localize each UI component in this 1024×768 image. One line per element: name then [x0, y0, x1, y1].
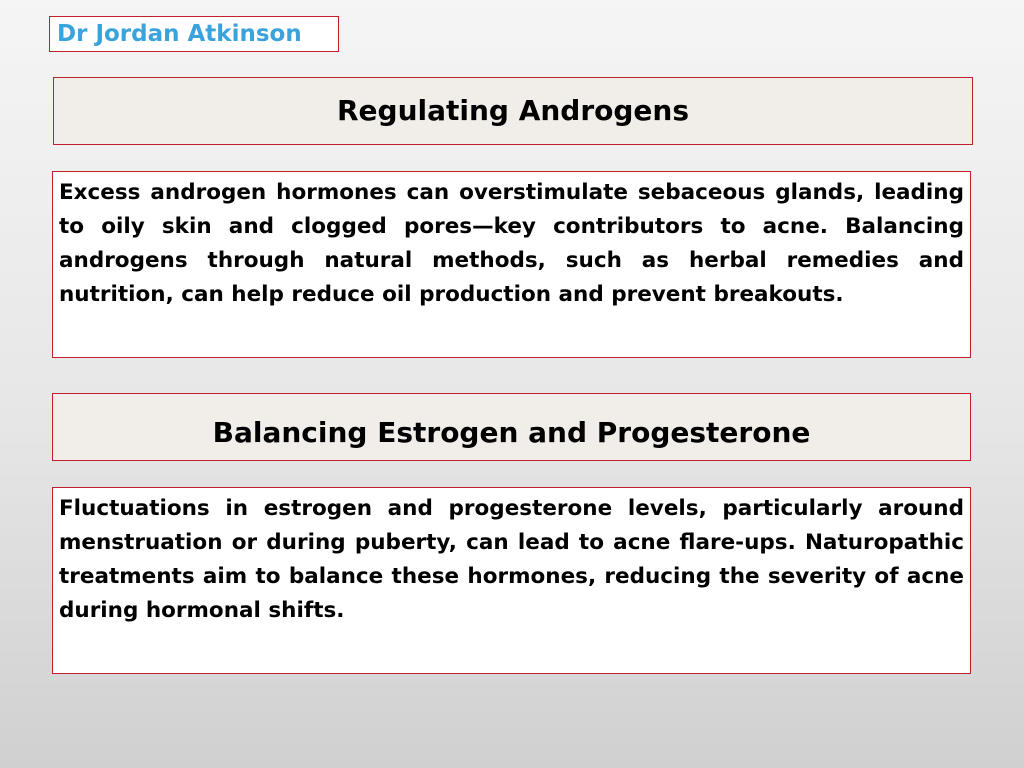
section-title-balancing-estrogen-progesterone: Balancing Estrogen and Progesterone [52, 393, 971, 461]
section-body-regulating-androgens: Excess androgen hormones can overstimulate sebaceous glands, leading to oily skin and clogged pores—key contributors to acne. Balancing androgens through natural methods, such as herbal remedies and nutrition, can help reduce oil production and prevent breakouts. [52, 171, 971, 358]
section-title-regulating-androgens: Regulating Androgens [53, 77, 973, 145]
section-body-balancing-estrogen-progesterone: Fluctuations in estrogen and progesterone levels, particularly around menstruation or during puberty, can lead to acne flare-ups. Naturopathic treatments aim to balance these hormones, reducing the severity of acne during hormonal shifts. [52, 487, 971, 674]
author-name: Dr Jordan Atkinson [49, 16, 339, 52]
